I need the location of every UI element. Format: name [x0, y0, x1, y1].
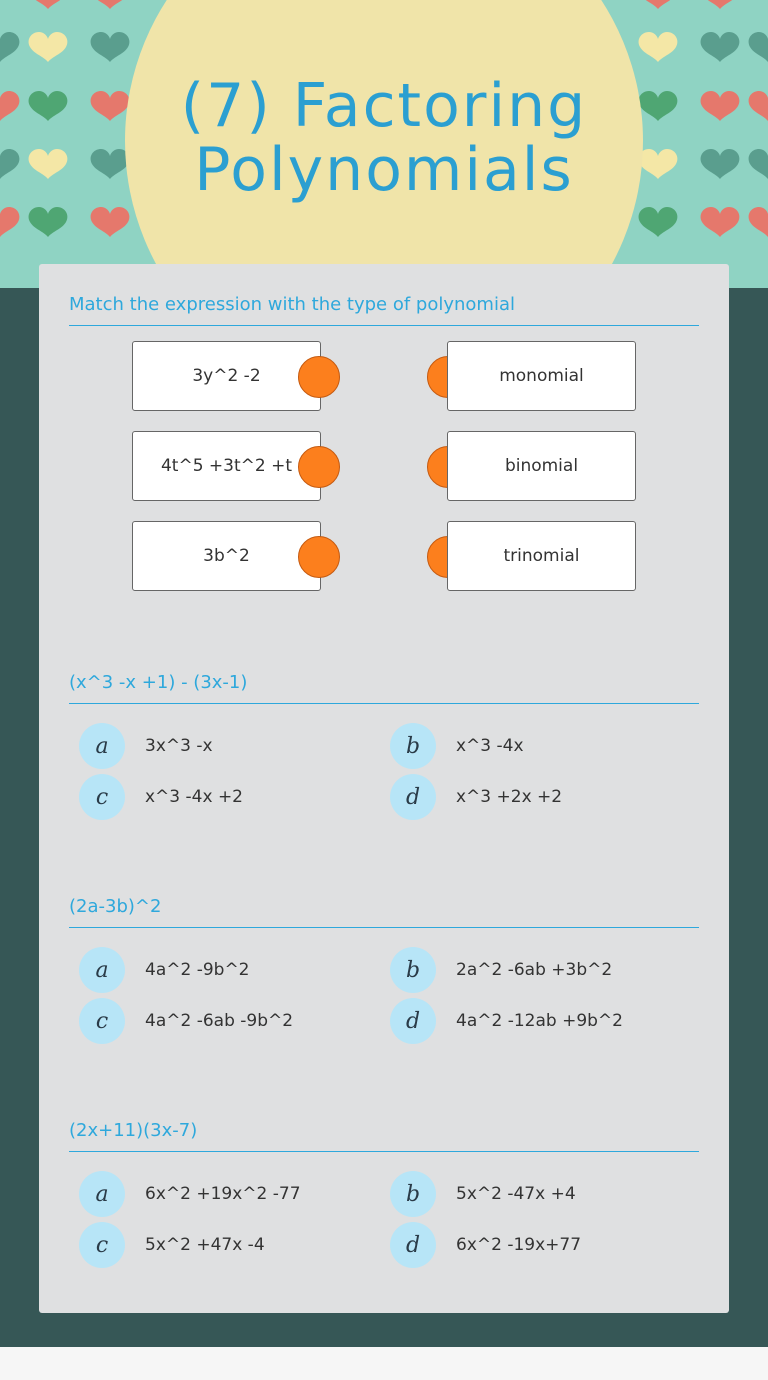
page-title: (7) Factoring Polynomials: [180, 71, 588, 205]
option-a-text[interactable]: 3x^3 -x: [145, 736, 213, 756]
option-d-button[interactable]: d: [390, 1222, 436, 1268]
question-title: (x^3 -x +1) - (3x-1): [69, 672, 699, 704]
option-b-text[interactable]: 2a^2 -6ab +3b^2: [456, 960, 613, 980]
match-left-item[interactable]: [132, 431, 321, 501]
option-d-text[interactable]: 4a^2 -12ab +9b^2: [456, 1011, 623, 1031]
question-title: (2x+11)(3x-7): [69, 1120, 699, 1152]
option-c-button[interactable]: c: [79, 998, 125, 1044]
option-c-button[interactable]: c: [79, 1222, 125, 1268]
header-banner: [0, 0, 768, 288]
option-c-button[interactable]: c: [79, 774, 125, 820]
option-b-text[interactable]: x^3 -4x: [456, 736, 524, 756]
match-right-item[interactable]: [447, 521, 636, 591]
option-b-button[interactable]: b: [390, 1171, 436, 1217]
option-d-text[interactable]: 6x^2 -19x+77: [456, 1235, 582, 1255]
option-d-button[interactable]: d: [390, 998, 436, 1044]
match-connector-dot[interactable]: [298, 536, 340, 578]
option-b-button[interactable]: b: [390, 947, 436, 993]
match-right-label: binomial: [504, 456, 579, 476]
option-c-text[interactable]: x^3 -4x +2: [145, 787, 243, 807]
option-c-text[interactable]: 4a^2 -6ab -9b^2: [145, 1011, 294, 1031]
match-connector-dot[interactable]: [298, 446, 340, 488]
option-a-button[interactable]: a: [79, 947, 125, 993]
match-left-label: 3b^2: [203, 546, 250, 566]
match-right-item[interactable]: [447, 341, 636, 411]
match-right-label: trinomial: [503, 546, 580, 566]
option-d-text[interactable]: x^3 +2x +2: [456, 787, 563, 807]
matching-title: Match the expression with the type of polynomial: [69, 294, 699, 326]
match-connector-dot[interactable]: [298, 356, 340, 398]
option-d-button[interactable]: d: [390, 774, 436, 820]
option-a-text[interactable]: 4a^2 -9b^2: [145, 960, 250, 980]
worksheet-card: [39, 264, 729, 1313]
option-b-text[interactable]: 5x^2 -47x +4: [456, 1184, 576, 1204]
option-a-button[interactable]: a: [79, 1171, 125, 1217]
match-right-item[interactable]: [447, 431, 636, 501]
question-title: (2a-3b)^2: [69, 896, 699, 928]
option-b-button[interactable]: b: [390, 723, 436, 769]
option-a-text[interactable]: 6x^2 +19x^2 -77: [145, 1184, 301, 1204]
option-a-button[interactable]: a: [79, 723, 125, 769]
match-left-item[interactable]: [132, 521, 321, 591]
match-left-label: 4t^5 +3t^2 +t: [160, 456, 293, 476]
match-right-label: monomial: [499, 366, 584, 386]
match-left-item[interactable]: [132, 341, 321, 411]
option-c-text[interactable]: 5x^2 +47x -4: [145, 1235, 265, 1255]
match-left-label: 3y^2 -2: [192, 366, 261, 386]
